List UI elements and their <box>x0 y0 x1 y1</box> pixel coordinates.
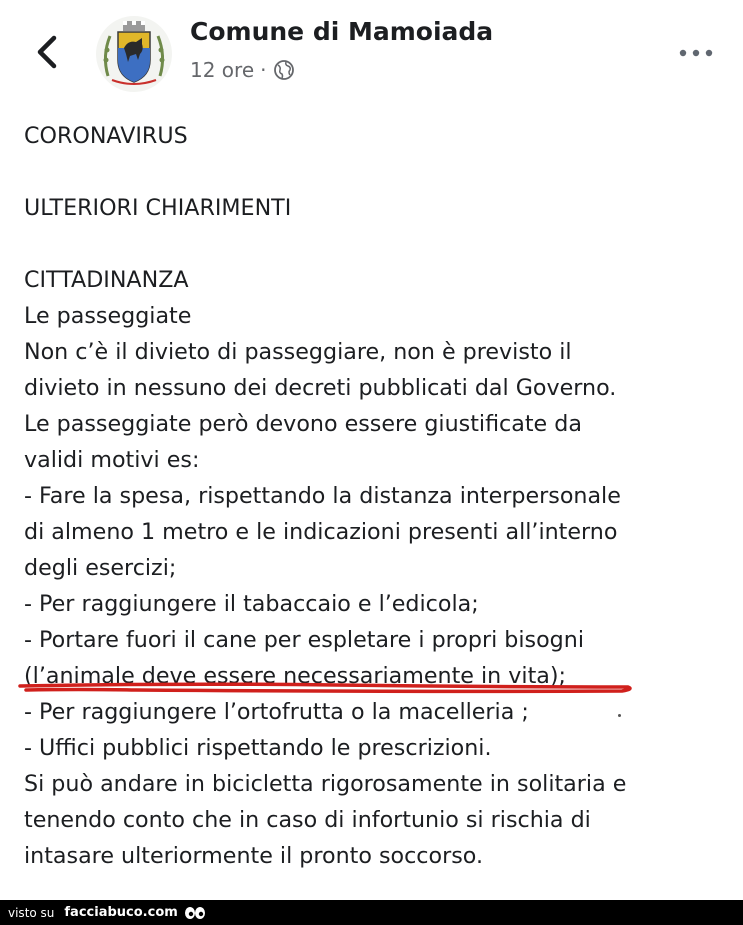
post-subtitle: ULTERIORI CHIARIMENTI <box>24 195 292 221</box>
speck-mark <box>618 714 621 717</box>
watermark-site[interactable]: facciabuco.com <box>64 905 178 920</box>
post-line: - Fare la spesa, rispettando la distanza interpersonale <box>24 483 621 509</box>
page-avatar[interactable] <box>96 16 172 92</box>
post-line: degli esercizi; <box>24 555 177 581</box>
post-line: Non c’è il divieto di passeggiare, non è previsto il <box>24 339 572 365</box>
post-body <box>24 118 729 874</box>
coat-of-arms-logo <box>96 16 172 92</box>
post-line: divieto in nessuno dei decreti pubblicati dal Governo. <box>24 375 617 401</box>
post-line: validi motivi es: <box>24 447 200 473</box>
globe-icon <box>273 59 295 81</box>
post-meta <box>190 57 295 83</box>
post-time[interactable]: 12 ore <box>190 58 255 82</box>
post-line: tenendo conto che in caso di infortunio si rischia di <box>24 807 591 833</box>
post-line: - Uffici pubblici rispettando le prescrizioni. <box>24 735 492 761</box>
post-line: intasare ulteriormente il pronto soccorso. <box>24 843 484 869</box>
more-horizontal-icon[interactable] <box>676 43 716 63</box>
watermark-bar <box>0 900 743 925</box>
red-underline-annotation <box>16 678 638 696</box>
post-line: - Per raggiungere l’ortofrutta o la macelleria ; <box>24 699 529 725</box>
post-line: Le passeggiate però devono essere giustificate da <box>24 411 582 437</box>
meta-separator: · <box>260 58 267 82</box>
post-line: Le passeggiate <box>24 303 192 329</box>
page-name[interactable]: Comune di Mamoiada <box>190 17 494 46</box>
chevron-left-icon[interactable] <box>30 30 64 74</box>
post-section-heading: CITTADINANZA <box>24 267 189 293</box>
post-line: - Per raggiungere il tabaccaio e l’edicola; <box>24 591 479 617</box>
post-line-highlighted: (l’animale deve essere necessariamente in vita); <box>24 663 566 689</box>
post-title: CORONAVIRUS <box>24 123 188 149</box>
eyes-icon <box>184 906 206 920</box>
watermark-prefix: visto su <box>8 905 55 920</box>
post-line: Si può andare in bicicletta rigorosamente in solitaria e <box>24 771 627 797</box>
post-line: - Portare fuori il cane per espletare i propri bisogni <box>24 627 584 653</box>
post-line: di almeno 1 metro e le indicazioni presenti all’interno <box>24 519 618 545</box>
post-header <box>0 0 743 110</box>
